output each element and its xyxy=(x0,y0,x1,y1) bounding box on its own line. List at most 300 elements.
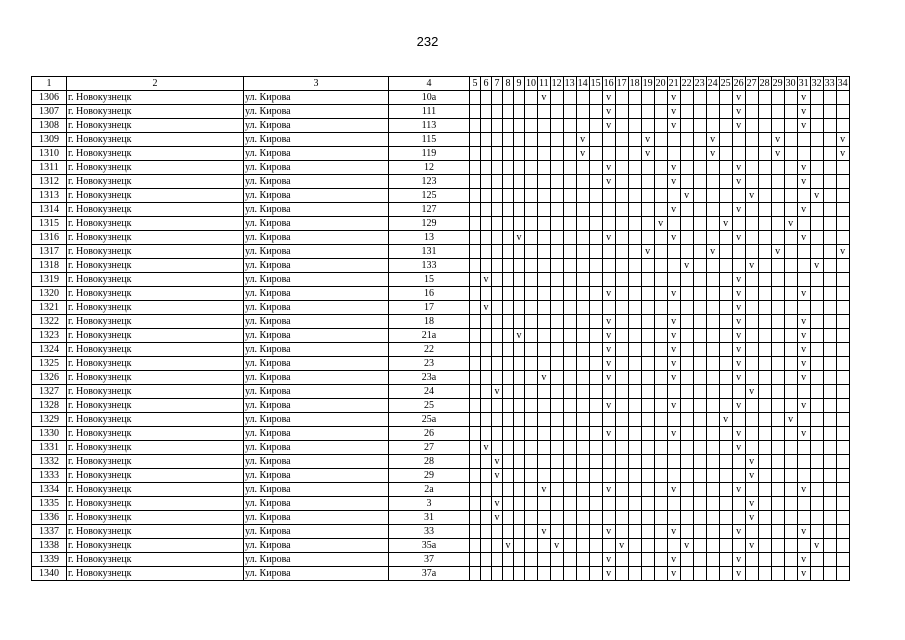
schedule-cell xyxy=(514,301,525,315)
schedule-cell xyxy=(525,273,538,287)
column-header-17: 17 xyxy=(616,78,627,89)
schedule-cell xyxy=(810,413,823,427)
schedule-cell xyxy=(628,91,641,105)
schedule-cell xyxy=(680,413,693,427)
schedule-cell xyxy=(680,119,693,133)
city-cell: г. Новокузнецк xyxy=(67,539,244,553)
schedule-cell xyxy=(481,189,492,203)
schedule-cell xyxy=(641,203,654,217)
schedule-cell xyxy=(823,427,836,441)
street-cell: ул. Кирова xyxy=(244,469,389,483)
schedule-cell xyxy=(654,105,667,119)
schedule-cell xyxy=(719,343,732,357)
schedule-cell xyxy=(550,259,563,273)
schedule-cell xyxy=(525,133,538,147)
schedule-mark: v xyxy=(797,161,810,175)
schedule-cell xyxy=(654,469,667,483)
schedule-cell xyxy=(589,105,602,119)
column-header-8: 8 xyxy=(503,77,514,91)
schedule-cell xyxy=(576,259,589,273)
schedule-mark: v xyxy=(732,343,745,357)
schedule-cell xyxy=(667,259,680,273)
schedule-cell xyxy=(503,511,514,525)
schedule-cell xyxy=(550,343,563,357)
column-header-22: 22 xyxy=(681,78,692,89)
schedule-cell xyxy=(538,511,551,525)
schedule-cell xyxy=(758,553,771,567)
schedule-cell xyxy=(810,329,823,343)
table-row xyxy=(32,399,850,413)
schedule-mark: v xyxy=(732,301,745,315)
schedule-cell xyxy=(797,455,810,469)
schedule-cell xyxy=(732,539,745,553)
schedule-cell xyxy=(514,203,525,217)
schedule-cell xyxy=(823,287,836,301)
schedule-mark: v xyxy=(503,539,514,553)
schedule-mark: v xyxy=(797,553,810,567)
row-number: 1316 xyxy=(32,231,67,245)
schedule-cell xyxy=(719,385,732,399)
schedule-cell xyxy=(732,259,745,273)
schedule-cell xyxy=(771,217,784,231)
schedule-cell xyxy=(784,567,797,581)
schedule-mark: v xyxy=(641,133,654,147)
street-cell: ул. Кирова xyxy=(244,259,389,273)
schedule-cell xyxy=(641,413,654,427)
schedule-cell xyxy=(563,315,576,329)
schedule-cell xyxy=(810,105,823,119)
schedule-cell xyxy=(758,287,771,301)
schedule-cell xyxy=(810,217,823,231)
schedule-cell xyxy=(550,161,563,175)
schedule-cell xyxy=(797,385,810,399)
table-row xyxy=(32,217,850,231)
schedule-cell xyxy=(514,147,525,161)
schedule-cell xyxy=(628,511,641,525)
schedule-cell xyxy=(514,427,525,441)
schedule-cell xyxy=(615,175,628,189)
schedule-cell xyxy=(525,301,538,315)
schedule-cell xyxy=(481,203,492,217)
schedule-cell xyxy=(758,329,771,343)
table-row xyxy=(32,301,850,315)
schedule-cell xyxy=(706,273,719,287)
schedule-cell xyxy=(823,455,836,469)
schedule-cell xyxy=(771,525,784,539)
schedule-cell xyxy=(680,273,693,287)
schedule-cell xyxy=(550,441,563,455)
schedule-cell xyxy=(693,413,706,427)
schedule-mark: v xyxy=(732,91,745,105)
schedule-cell xyxy=(563,161,576,175)
street-cell: ул. Кирова xyxy=(244,427,389,441)
schedule-cell xyxy=(481,119,492,133)
schedule-cell xyxy=(641,469,654,483)
schedule-cell xyxy=(654,329,667,343)
schedule-cell xyxy=(503,161,514,175)
schedule-cell xyxy=(719,399,732,413)
schedule-cell xyxy=(525,189,538,203)
schedule-cell xyxy=(589,413,602,427)
schedule-cell xyxy=(602,203,615,217)
street-cell: ул. Кирова xyxy=(244,175,389,189)
street-cell: ул. Кирова xyxy=(244,119,389,133)
schedule-cell xyxy=(589,217,602,231)
schedule-cell xyxy=(797,539,810,553)
schedule-cell xyxy=(784,539,797,553)
schedule-cell xyxy=(503,119,514,133)
house-cell: 127 xyxy=(389,203,470,217)
house-cell: 13 xyxy=(389,231,470,245)
schedule-cell xyxy=(732,217,745,231)
schedule-cell xyxy=(602,147,615,161)
schedule-cell xyxy=(470,357,481,371)
schedule-cell xyxy=(745,329,758,343)
schedule-cell xyxy=(693,91,706,105)
schedule-cell xyxy=(693,399,706,413)
schedule-cell xyxy=(602,469,615,483)
city-cell: г. Новокузнецк xyxy=(67,385,244,399)
schedule-cell xyxy=(680,329,693,343)
schedule-mark: v xyxy=(745,497,758,511)
column-header-32: 32 xyxy=(811,78,822,89)
schedule-cell xyxy=(836,273,849,287)
city-cell: г. Новокузнецк xyxy=(67,231,244,245)
schedule-cell xyxy=(719,525,732,539)
schedule-cell xyxy=(719,231,732,245)
schedule-cell xyxy=(514,217,525,231)
schedule-mark: v xyxy=(667,525,680,539)
column-header-26: 26 xyxy=(733,78,744,89)
schedule-cell xyxy=(503,175,514,189)
schedule-mark: v xyxy=(667,329,680,343)
schedule-mark: v xyxy=(732,119,745,133)
schedule-cell xyxy=(628,119,641,133)
schedule-cell xyxy=(797,497,810,511)
schedule-cell xyxy=(589,259,602,273)
table-row xyxy=(32,469,850,483)
schedule-cell xyxy=(810,357,823,371)
schedule-cell xyxy=(719,259,732,273)
schedule-cell xyxy=(693,315,706,329)
schedule-cell xyxy=(470,399,481,413)
schedule-cell xyxy=(771,553,784,567)
house-cell: 37а xyxy=(389,567,470,581)
schedule-cell xyxy=(576,441,589,455)
schedule-cell xyxy=(576,413,589,427)
schedule-cell xyxy=(758,175,771,189)
schedule-cell xyxy=(680,469,693,483)
schedule-cell xyxy=(563,133,576,147)
schedule-cell xyxy=(758,301,771,315)
schedule-cell xyxy=(693,273,706,287)
schedule-mark: v xyxy=(602,91,615,105)
schedule-cell xyxy=(745,273,758,287)
schedule-cell xyxy=(589,329,602,343)
schedule-cell xyxy=(615,553,628,567)
schedule-cell xyxy=(481,287,492,301)
column-header-33: 33 xyxy=(824,78,835,89)
schedule-cell xyxy=(481,399,492,413)
schedule-cell xyxy=(706,259,719,273)
schedule-cell xyxy=(563,441,576,455)
house-cell: 113 xyxy=(389,119,470,133)
schedule-cell xyxy=(771,287,784,301)
schedule-cell xyxy=(706,441,719,455)
schedule-cell xyxy=(628,329,641,343)
schedule-cell xyxy=(481,259,492,273)
street-cell: ул. Кирова xyxy=(244,399,389,413)
schedule-mark: v xyxy=(797,175,810,189)
schedule-cell xyxy=(745,133,758,147)
schedule-cell xyxy=(693,161,706,175)
schedule-cell xyxy=(784,385,797,399)
schedule-cell xyxy=(538,133,551,147)
schedule-cell xyxy=(654,497,667,511)
schedule-cell xyxy=(492,175,503,189)
schedule-mark: v xyxy=(667,119,680,133)
column-header-14: 14 xyxy=(577,78,588,89)
schedule-cell xyxy=(589,567,602,581)
schedule-cell xyxy=(771,427,784,441)
schedule-cell xyxy=(602,385,615,399)
schedule-cell xyxy=(470,203,481,217)
schedule-cell xyxy=(628,161,641,175)
street-cell: ул. Кирова xyxy=(244,315,389,329)
schedule-cell xyxy=(628,371,641,385)
city-cell: г. Новокузнецк xyxy=(67,371,244,385)
schedule-cell xyxy=(525,567,538,581)
schedule-cell xyxy=(503,245,514,259)
schedule-cell xyxy=(667,189,680,203)
schedule-cell xyxy=(745,553,758,567)
schedule-cell xyxy=(719,133,732,147)
schedule-cell xyxy=(602,301,615,315)
schedule-cell xyxy=(550,175,563,189)
schedule-cell xyxy=(563,217,576,231)
street-cell: ул. Кирова xyxy=(244,105,389,119)
schedule-cell xyxy=(563,203,576,217)
schedule-cell xyxy=(563,329,576,343)
schedule-cell xyxy=(615,301,628,315)
schedule-cell xyxy=(836,413,849,427)
schedule-cell xyxy=(823,357,836,371)
schedule-cell xyxy=(680,525,693,539)
city-cell: г. Новокузнецк xyxy=(67,357,244,371)
schedule-cell xyxy=(589,301,602,315)
schedule-mark: v xyxy=(538,91,551,105)
schedule-cell xyxy=(525,441,538,455)
column-header-11: 11 xyxy=(539,78,549,89)
schedule-cell xyxy=(797,133,810,147)
schedule-cell xyxy=(693,119,706,133)
column-header-4: 4 xyxy=(389,77,470,91)
schedule-cell xyxy=(563,175,576,189)
schedule-cell xyxy=(654,553,667,567)
schedule-cell xyxy=(525,413,538,427)
schedule-cell xyxy=(784,483,797,497)
schedule-mark: v xyxy=(576,147,589,161)
schedule-mark: v xyxy=(732,567,745,581)
schedule-cell xyxy=(538,259,551,273)
schedule-cell xyxy=(503,385,514,399)
schedule-cell xyxy=(576,203,589,217)
schedule-mark: v xyxy=(667,175,680,189)
schedule-cell xyxy=(563,455,576,469)
table-row xyxy=(32,357,850,371)
schedule-cell xyxy=(810,245,823,259)
schedule-cell xyxy=(628,553,641,567)
schedule-cell xyxy=(563,147,576,161)
table-row xyxy=(32,385,850,399)
schedule-cell xyxy=(514,525,525,539)
row-number: 1312 xyxy=(32,175,67,189)
street-cell: ул. Кирова xyxy=(244,133,389,147)
schedule-cell xyxy=(628,147,641,161)
schedule-cell xyxy=(503,287,514,301)
schedule-cell xyxy=(503,105,514,119)
schedule-cell xyxy=(667,385,680,399)
schedule-cell xyxy=(602,413,615,427)
schedule-cell xyxy=(654,175,667,189)
schedule-cell xyxy=(615,357,628,371)
schedule-cell xyxy=(654,455,667,469)
schedule-cell xyxy=(680,287,693,301)
schedule-cell xyxy=(470,553,481,567)
schedule-mark: v xyxy=(680,189,693,203)
table-row xyxy=(32,287,850,301)
schedule-cell xyxy=(771,567,784,581)
schedule-cell xyxy=(823,385,836,399)
schedule-cell xyxy=(654,231,667,245)
schedule-mark: v xyxy=(797,315,810,329)
schedule-cell xyxy=(771,399,784,413)
schedule-cell xyxy=(667,273,680,287)
street-cell: ул. Кирова xyxy=(244,497,389,511)
schedule-cell xyxy=(550,357,563,371)
schedule-cell xyxy=(514,455,525,469)
schedule-cell xyxy=(514,371,525,385)
schedule-cell xyxy=(525,315,538,329)
row-number: 1334 xyxy=(32,483,67,497)
schedule-cell xyxy=(503,189,514,203)
schedule-cell xyxy=(836,469,849,483)
schedule-cell xyxy=(680,105,693,119)
schedule-cell xyxy=(514,343,525,357)
house-cell: 2а xyxy=(389,483,470,497)
schedule-cell xyxy=(784,427,797,441)
schedule-mark: v xyxy=(745,385,758,399)
house-cell: 133 xyxy=(389,259,470,273)
schedule-cell xyxy=(836,315,849,329)
schedule-cell xyxy=(823,567,836,581)
schedule-cell xyxy=(525,203,538,217)
schedule-cell xyxy=(492,245,503,259)
table-row xyxy=(32,497,850,511)
schedule-cell xyxy=(823,273,836,287)
schedule-cell xyxy=(654,371,667,385)
table-row xyxy=(32,413,850,427)
schedule-cell xyxy=(654,399,667,413)
schedule-cell xyxy=(719,357,732,371)
schedule-cell xyxy=(563,357,576,371)
schedule-cell xyxy=(492,301,503,315)
schedule-mark: v xyxy=(538,483,551,497)
schedule-cell xyxy=(503,553,514,567)
schedule-cell xyxy=(615,91,628,105)
schedule-cell xyxy=(538,189,551,203)
schedule-cell xyxy=(784,329,797,343)
schedule-cell xyxy=(589,371,602,385)
schedule-cell xyxy=(654,357,667,371)
schedule-cell xyxy=(706,287,719,301)
schedule-cell xyxy=(745,301,758,315)
schedule-mark: v xyxy=(492,455,503,469)
city-cell: г. Новокузнецк xyxy=(67,203,244,217)
schedule-cell xyxy=(576,161,589,175)
schedule-mark: v xyxy=(771,133,784,147)
schedule-cell xyxy=(628,273,641,287)
schedule-cell xyxy=(576,105,589,119)
house-cell: 111 xyxy=(389,105,470,119)
schedule-cell xyxy=(771,539,784,553)
schedule-mark: v xyxy=(745,511,758,525)
schedule-cell xyxy=(576,175,589,189)
schedule-cell xyxy=(680,441,693,455)
schedule-cell xyxy=(550,273,563,287)
schedule-cell xyxy=(514,497,525,511)
schedule-cell xyxy=(589,497,602,511)
schedule-cell xyxy=(576,343,589,357)
schedule-cell xyxy=(503,217,514,231)
schedule-mark: v xyxy=(667,567,680,581)
schedule-mark: v xyxy=(602,371,615,385)
schedule-cell xyxy=(525,497,538,511)
schedule-cell xyxy=(758,315,771,329)
schedule-cell xyxy=(771,175,784,189)
schedule-cell xyxy=(719,553,732,567)
schedule-cell xyxy=(563,413,576,427)
schedule-cell xyxy=(745,413,758,427)
schedule-cell xyxy=(719,511,732,525)
schedule-mark: v xyxy=(732,105,745,119)
schedule-mark: v xyxy=(514,231,525,245)
schedule-cell xyxy=(550,301,563,315)
table-row xyxy=(32,511,850,525)
schedule-mark: v xyxy=(732,287,745,301)
schedule-cell xyxy=(525,245,538,259)
schedule-cell xyxy=(470,273,481,287)
schedule-mark: v xyxy=(732,329,745,343)
schedule-cell xyxy=(719,469,732,483)
schedule-cell xyxy=(576,217,589,231)
schedule-cell xyxy=(628,105,641,119)
schedule-cell xyxy=(538,105,551,119)
schedule-cell xyxy=(719,245,732,259)
schedule-cell xyxy=(706,497,719,511)
schedule-mark: v xyxy=(706,245,719,259)
schedule-cell xyxy=(615,441,628,455)
schedule-cell xyxy=(693,371,706,385)
schedule-mark: v xyxy=(797,287,810,301)
schedule-mark: v xyxy=(797,343,810,357)
schedule-cell xyxy=(706,161,719,175)
schedule-cell xyxy=(758,119,771,133)
street-cell: ул. Кирова xyxy=(244,413,389,427)
schedule-cell xyxy=(589,133,602,147)
schedule-cell xyxy=(836,567,849,581)
schedule-mark: v xyxy=(667,553,680,567)
